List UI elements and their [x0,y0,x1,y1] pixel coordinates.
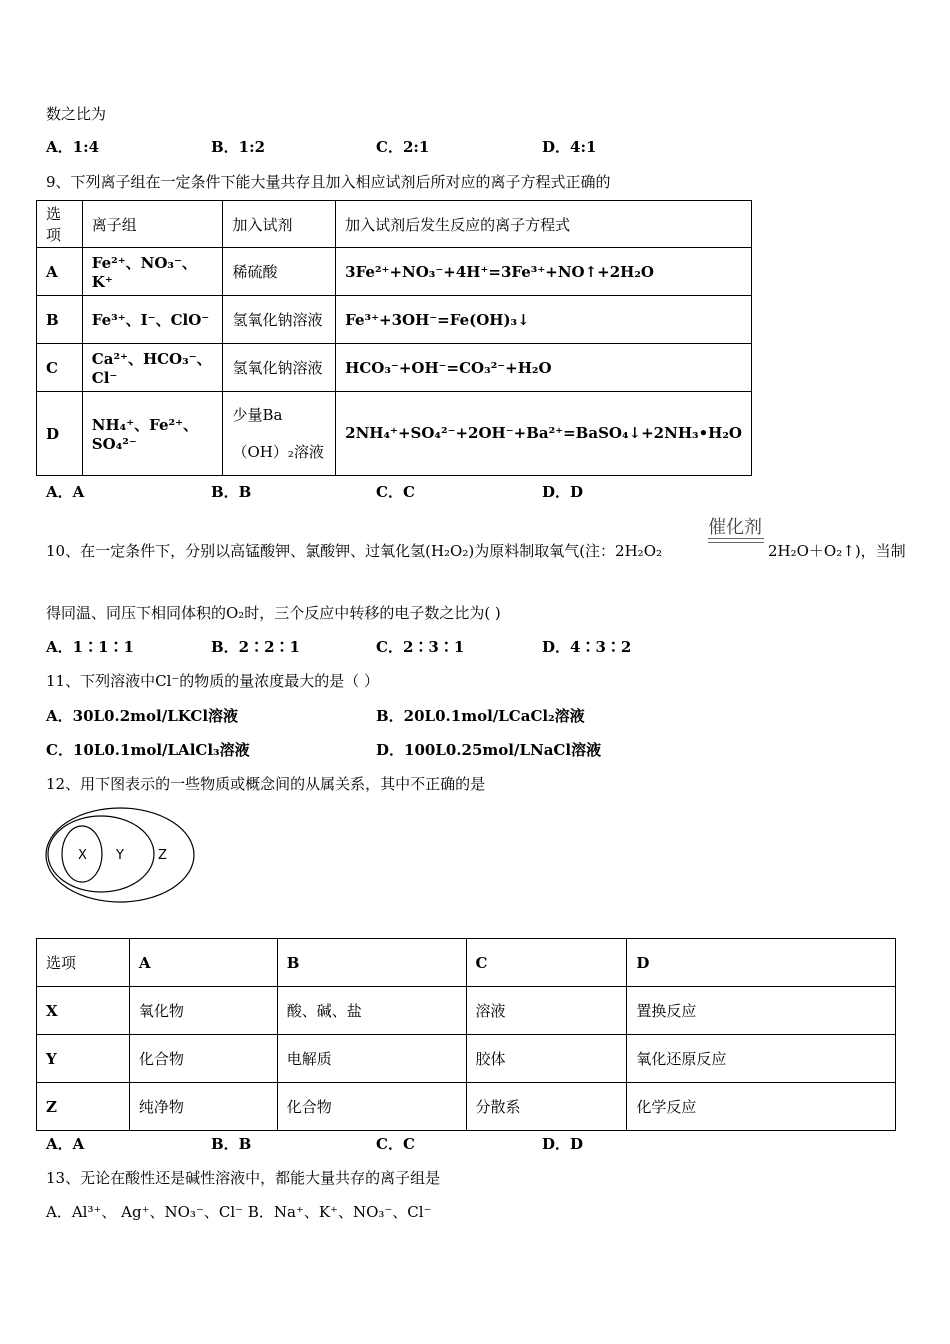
q9-row-a-equation: 3Fe²⁺+NO₃⁻+4H⁺=3Fe³⁺+NO↑+2H₂O [336,248,752,296]
q12-row-y-a: 化合物 [129,1035,277,1083]
q9-header-row [37,201,752,248]
q12-stem: 12、用下图表示的一些物质或概念间的从属关系，其中不正确的是 [46,775,486,793]
q12-row-y-b: 电解质 [277,1035,466,1083]
q9-option-c: C．C [376,483,415,501]
q9-row-b-equation: Fe³⁺+3OH⁻=Fe(OH)₃↓ [336,296,752,344]
q12-row-z-a: 纯净物 [129,1083,277,1131]
q9-option-b: B．B [211,483,252,501]
table-row [37,987,896,1035]
q10-option-a: A．1∶1∶1 [46,638,134,656]
q12-option-b: B．B [211,1135,252,1153]
q9-header-ions: 离子组 [82,201,223,248]
q12-option-d: D．D [542,1135,584,1153]
q10-line2: 得同温、同压下相同体积的O₂时，三个反应中转移的电子数之比为( ) [46,604,501,622]
q9-stem: 9、下列离子组在一定条件下能大量共存且加入相应试剂后所对应的离子方程式正确的 [46,173,611,191]
venn-middle-ellipse [48,816,154,892]
q11-option-c: C．10L0.1mol/LAlCl₃溶液 [46,741,250,759]
q9-row-c-option: C [37,344,83,392]
q9-row-d-equation: 2NH₄⁺+SO₄²⁻+2OH⁻+Ba²⁺=BaSO₄↓+2NH₃•H₂O [336,392,752,476]
q9-option-a: A．A [46,483,85,501]
q12-header-c: C [466,939,627,987]
venn-label-z: Z [158,848,167,863]
table-row [37,1083,896,1131]
q9-row-a-ions: Fe²⁺、NO₃⁻、K⁺ [82,248,223,296]
q12-header-row [37,939,896,987]
q12-option-c: C．C [376,1135,415,1153]
q10-line1-a: 10、在一定条件下，分别以高锰酸钾、氯酸钾、过氧化氢(H₂O₂)为原料制取氧气(注：2H₂O₂ [46,542,662,560]
q9-row-c-reagent: 氢氧化钠溶液 [223,344,336,392]
q12-header-option: 选项 [37,939,130,987]
q12-row-y-c: 胶体 [466,1035,627,1083]
q12-row-y-d: 氧化还原反应 [627,1035,896,1083]
q12-header-b: B [277,939,466,987]
table-row [37,296,752,344]
q12-row-x-label: X [37,987,130,1035]
q12-row-y-label: Y [37,1035,130,1083]
q12-row-x-a: 氧化物 [129,987,277,1035]
q12-option-a: A．A [46,1135,85,1153]
intro-text: 数之比为 [46,105,107,123]
q8-option-c: C．2:1 [376,138,430,156]
table-row [37,344,752,392]
q8-option-d: D．4:1 [542,138,597,156]
q11-option-b: B．20L0.1mol/LCaCl₂溶液 [376,707,585,725]
venn-label-y: Y [116,848,124,863]
q13-stem: 13、无论在酸性还是碱性溶液中，都能大量共存的离子组是 [46,1169,441,1187]
q13-options: A．Al³⁺、 Ag⁺、NO₃⁻、Cl⁻ B．Na⁺、K⁺、NO₃⁻、Cl⁻ [46,1203,432,1221]
q11-option-a: A．30L0.2mol/LKCl溶液 [46,707,239,725]
q12-row-x-b: 酸、碱、盐 [277,987,466,1035]
venn-label-x: X [78,848,87,863]
q12-row-x-c: 溶液 [466,987,627,1035]
q9-row-a-reagent: 稀硫酸 [223,248,336,296]
q9-header-option: 选项 [37,201,83,248]
q10-option-d: D．4∶3∶2 [542,638,632,656]
q12-row-z-c: 分散系 [466,1083,627,1131]
q9-header-equation: 加入试剂后发生反应的离子方程式 [336,201,752,248]
q12-row-z-b: 化合物 [277,1083,466,1131]
table-row [37,392,752,476]
q9-row-d-ions: NH₄⁺、Fe²⁺、SO₄²⁻ [82,392,223,476]
venn-diagram [44,806,200,906]
q10-catalyst-label: 催化剂 [708,517,762,538]
q9-row-d-reagent: 少量Ba（OH）₂溶液 [223,392,336,476]
q9-table [36,200,752,476]
q9-row-b-reagent: 氢氧化钠溶液 [223,296,336,344]
q12-row-z-d: 化学反应 [627,1083,896,1131]
q10-line1-b: 2H₂O＋O₂↑)，当制 [768,542,906,560]
q9-header-reagent: 加入试剂 [223,201,336,248]
q9-row-c-equation: HCO₃⁻+OH⁻=CO₃²⁻+H₂O [336,344,752,392]
q12-header-a: A [129,939,277,987]
q12-header-d: D [627,939,896,987]
q9-row-b-option: B [37,296,83,344]
q10-option-b: B．2∶2∶1 [211,638,300,656]
table-row [37,248,752,296]
q9-row-a-option: A [37,248,83,296]
q8-option-b: B．1:2 [211,138,266,156]
q9-row-c-ions: Ca²⁺、HCO₃⁻、Cl⁻ [82,344,223,392]
q12-row-z-label: Z [37,1083,130,1131]
q11-stem: 11、下列溶液中Cl⁻的物质的量浓度最大的是（ ） [46,672,380,690]
table-row [37,1035,896,1083]
q11-option-d: D．100L0.25mol/LNaCl溶液 [376,741,602,759]
q10-reaction-arrow [708,538,764,543]
q12-table [36,938,896,1131]
q9-option-d: D．D [542,483,584,501]
q8-option-a: A．1:4 [46,138,100,156]
q10-option-c: C．2∶3∶1 [376,638,465,656]
q9-row-b-ions: Fe³⁺、I⁻、ClO⁻ [82,296,223,344]
q12-row-x-d: 置换反应 [627,987,896,1035]
q9-row-d-option: D [37,392,83,476]
